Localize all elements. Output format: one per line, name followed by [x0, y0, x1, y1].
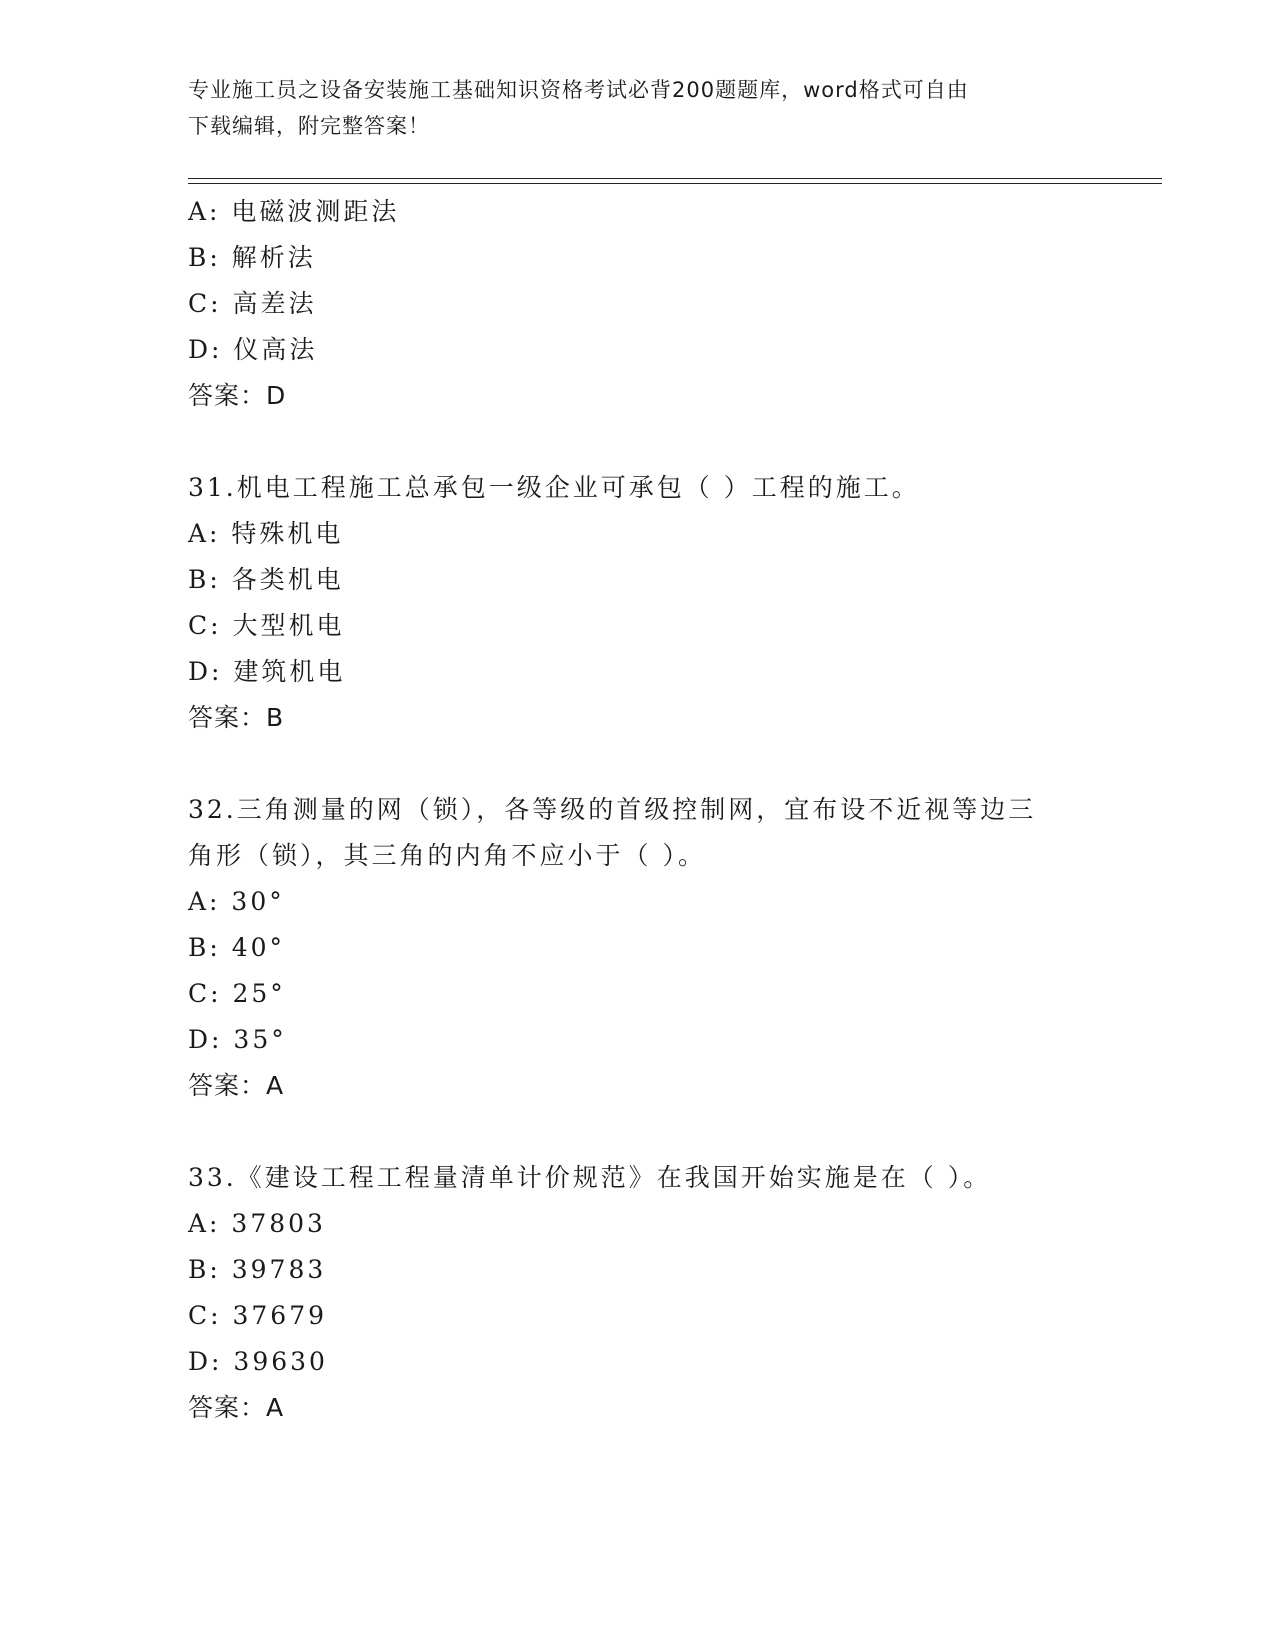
option-b: B: 各类机电 [188, 565, 344, 594]
question-list [188, 189, 1088, 1431]
option-a: A: 37803 [188, 1209, 326, 1238]
question-text: 33.《建设工程工程量清单计价规范》在我国开始实施是在（ ）。 [188, 1163, 992, 1192]
header-line-2: 下载编辑，附完整答案！ [188, 114, 430, 138]
question-text-line-1: 32.三角测量的网（锁），各等级的首级控制网，宜布设不近视等边三 [188, 795, 1037, 824]
header-line-1: 专业施工员之设备安装施工基础知识资格考试必背200题题库，word格式可自由 [188, 78, 969, 102]
option-d: D: 35° [188, 1025, 287, 1054]
question-block-33 [188, 1155, 1088, 1431]
document-header [188, 72, 1088, 144]
option-c: C: 大型机电 [188, 611, 345, 640]
answer-line: 答案：D [188, 381, 287, 410]
option-c: C: 高差法 [188, 289, 317, 318]
option-b: B: 解析法 [188, 243, 316, 272]
answer-line: 答案：A [188, 1393, 285, 1422]
header-divider-top [188, 178, 1162, 179]
answer-line: 答案：B [188, 703, 285, 732]
question-block-31 [188, 465, 1088, 741]
option-c: C: 25° [188, 979, 286, 1008]
option-d: D: 建筑机电 [188, 657, 346, 686]
question-block-32 [188, 787, 1088, 1109]
question-text: 31.机电工程施工总承包一级企业可承包（ ）工程的施工。 [188, 473, 920, 502]
option-a: A: 30° [188, 887, 285, 916]
option-b: B: 39783 [188, 1255, 327, 1284]
option-c: C: 37679 [188, 1301, 328, 1330]
question-text-line-2: 角形（锁），其三角的内角不应小于（ ）。 [188, 841, 706, 870]
header-divider-bottom [188, 183, 1162, 184]
answer-line: 答案：A [188, 1071, 285, 1100]
option-b: B: 40° [188, 933, 286, 962]
option-a: A: 特殊机电 [188, 519, 344, 548]
option-d: D: 39630 [188, 1347, 328, 1376]
option-a: A: 电磁波测距法 [188, 197, 400, 226]
option-d: D: 仪高法 [188, 335, 318, 364]
question-block-30 [188, 189, 1088, 419]
